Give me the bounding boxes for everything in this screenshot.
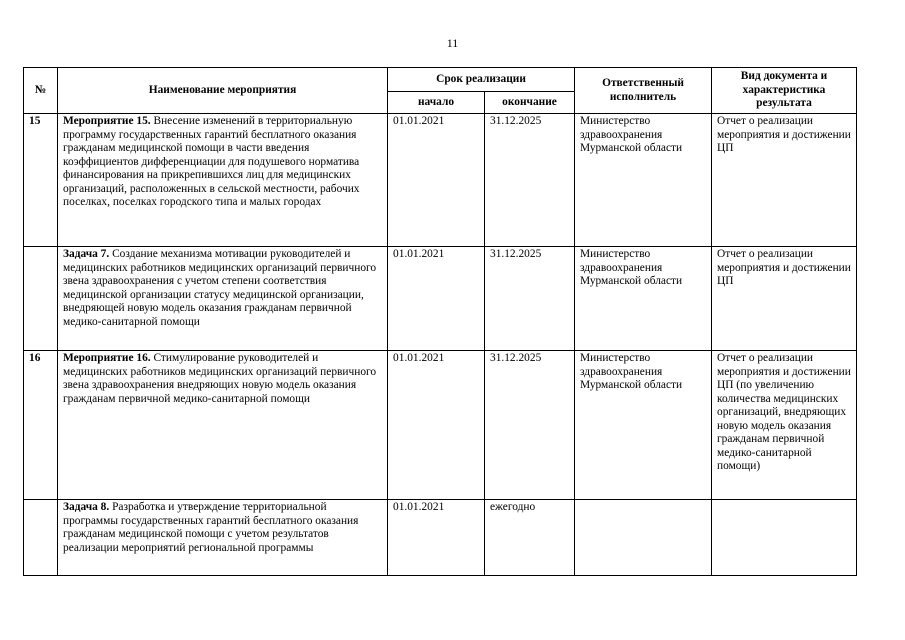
row-start: 01.01.2021 <box>388 247 485 351</box>
row-name <box>58 351 388 500</box>
row-responsible: Министерство здравоохранения Мурманской области <box>575 114 712 247</box>
row-text: Разработка и утверждение территориальной программы государственных гарантий бесплатного оказания гражданам медицинской помощи с учетом результатов реализации мероприятий региональной программы <box>63 501 359 554</box>
row-end: 31.12.2025 <box>485 351 575 500</box>
row-result: Отчет о реализации мероприятия и достижении ЦП (по увеличению количества медицинских организаций, внедряющих новую модель оказания гражданам первичной медико-санитарной помощи) <box>712 351 857 500</box>
row-start: 01.01.2021 <box>388 351 485 500</box>
page-number: 11 <box>446 36 459 50</box>
row-name <box>58 247 388 351</box>
row-responsible: Министерство здравоохранения Мурманской области <box>575 247 712 351</box>
row-start: 01.01.2021 <box>388 500 485 576</box>
row-number <box>24 247 58 351</box>
row-responsible: Министерство здравоохранения Мурманской области <box>575 351 712 500</box>
row-number: 16 <box>24 351 58 500</box>
header-responsible: Ответственный исполнитель <box>575 68 712 114</box>
header-name: Наименование мероприятия <box>58 68 388 114</box>
table-row <box>24 114 857 247</box>
row-end: 31.12.2025 <box>485 247 575 351</box>
row-responsible <box>575 500 712 576</box>
header-period: Срок реализации <box>388 68 575 92</box>
row-number <box>24 500 58 576</box>
measures-table <box>23 67 857 576</box>
row-result <box>712 500 857 576</box>
row-result: Отчет о реализации мероприятия и достижении ЦП <box>712 114 857 247</box>
row-title: Мероприятие 15. <box>63 115 151 127</box>
row-title: Задача 7. <box>63 248 110 260</box>
header-doc-type: Вид документа и характеристика результата <box>712 68 857 114</box>
table-row <box>24 500 857 576</box>
row-end: ежегодно <box>485 500 575 576</box>
row-title: Задача 8. <box>63 501 110 513</box>
header-start: начало <box>388 92 485 114</box>
row-start: 01.01.2021 <box>388 114 485 247</box>
row-result: Отчет о реализации мероприятия и достижении ЦП <box>712 247 857 351</box>
row-end: 31.12.2025 <box>485 114 575 247</box>
row-name <box>58 500 388 576</box>
row-text: Внесение изменений в территориальную программу государственных гарантий бесплатного оказания гражданам медицинской помощи в части введения коэффициентов дифференциации для подушевого норматива финансирования на прикрепившихся лиц для медицинских организаций, расположенных в сельской местности, рабочих поселках, поселках городского типа и малых городах <box>63 115 360 208</box>
row-text: Создание механизма мотивации руководителей и медицинских работников медицинских организаций первичного звена здравоохранения с учетом степени соответствия медицинской организации статусу медицинской организации, внедряющей новую модель оказания гражданам первичной медико-санитарной помощи <box>63 248 377 328</box>
table-row <box>24 351 857 500</box>
header-num: № <box>24 68 58 114</box>
table-row <box>24 247 857 351</box>
header-end: окончание <box>485 92 575 114</box>
row-text: Стимулирование руководителей и медицинских работников медицинских организаций первичного звена здравоохранения внедряющих новую модель оказания гражданам первичной медико-санитарной помощи <box>63 352 377 405</box>
row-title: Мероприятие 16. <box>63 352 151 364</box>
row-name <box>58 114 388 247</box>
row-number: 15 <box>24 114 58 247</box>
